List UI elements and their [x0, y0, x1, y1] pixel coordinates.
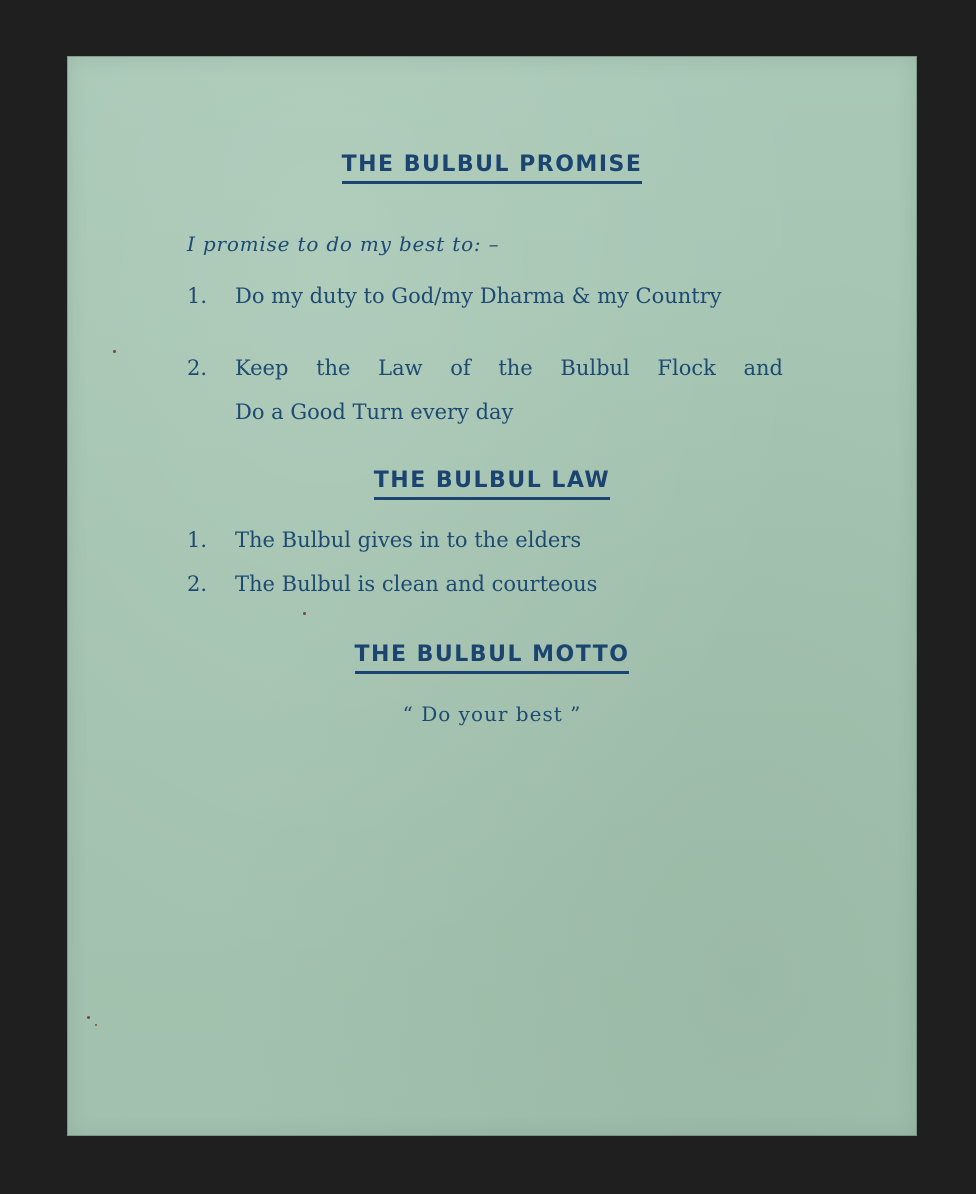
- promise-item-1-text: Do my duty to God/my Dharma & my Country: [235, 284, 722, 308]
- law-item-2-number: 2.: [187, 572, 208, 596]
- law-item-1-number: 1.: [187, 528, 208, 552]
- promise-heading: [67, 152, 917, 184]
- motto-title: THE BULBUL MOTTO: [355, 642, 630, 674]
- promise-item-1-number: 1.: [187, 284, 208, 308]
- paper-speck: [87, 1016, 90, 1019]
- promise-item-2-number: 2.: [187, 356, 208, 380]
- promise-item-2-line-2: Do a Good Turn every day: [235, 400, 514, 424]
- paper-speck: [95, 1024, 97, 1026]
- promise-title: THE BULBUL PROMISE: [342, 152, 643, 184]
- motto-text: “ Do your best ”: [402, 702, 582, 726]
- paper-speck: [303, 612, 306, 615]
- law-item-1-text: The Bulbul gives in to the elders: [235, 528, 582, 552]
- law-item-2-text: The Bulbul is clean and courteous: [235, 572, 598, 596]
- paper-speck: [113, 350, 116, 353]
- promise-item-2-line-1: Keep the Law of the Bulbul Flock and: [235, 356, 783, 380]
- law-title: THE BULBUL LAW: [374, 468, 610, 500]
- promise-intro: I promise to do my best to: –: [187, 232, 500, 256]
- law-heading: [67, 468, 917, 500]
- motto-heading: [67, 642, 917, 674]
- card: [67, 56, 917, 1136]
